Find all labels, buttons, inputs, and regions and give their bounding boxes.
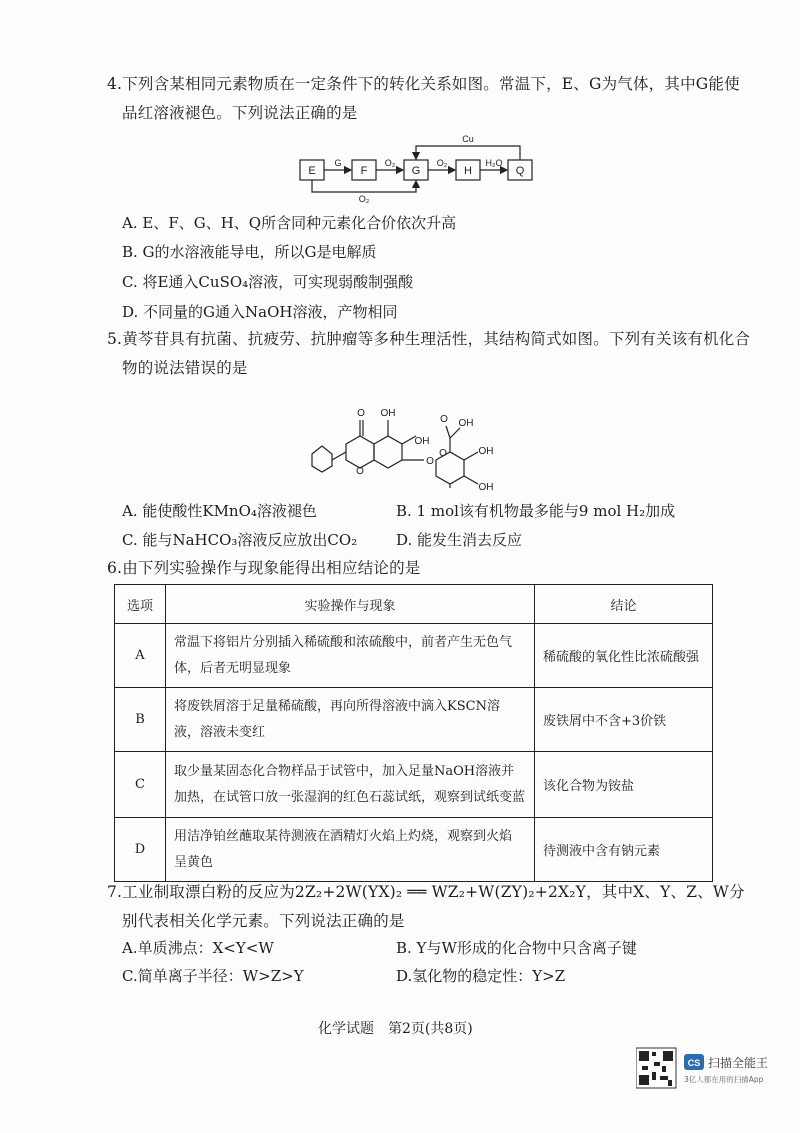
q4-option-c: C. 将E通入CuSO₄溶液，可实现弱酸制强酸 xyxy=(122,273,414,291)
q7-stem-line2: 别代表相关化学元素。下列说法正确的是 xyxy=(122,912,405,930)
q7-option-c: C.简单离子半径：W>Z>Y xyxy=(122,967,304,985)
row-operation: 将废铁屑溶于足量稀硫酸，再向所得溶液中滴入KSCN溶 液，溶液未变红 xyxy=(166,688,535,752)
q4-conversion-diagram xyxy=(290,130,550,205)
row-conclusion: 稀硫酸的氧化性比浓硫酸强 xyxy=(535,624,713,688)
mol-oh-a: OH xyxy=(478,446,494,457)
label-h-q: H₂O xyxy=(485,158,503,168)
table-row xyxy=(115,688,713,752)
page-footer: 化学试题 第2页(共8页) xyxy=(318,1021,473,1037)
q6-stem: 6.由下列实验操作与现象能得出相应结论的是 xyxy=(107,559,421,577)
q6-header-conclusion: 结论 xyxy=(535,585,713,624)
q7-option-b: B. Y与W形成的化合物中只含离子键 xyxy=(396,939,637,957)
q4-stem-line1: 4.下列含某相同元素物质在一定条件下的转化关系如图。常温下，E、G为气体，其中G能使 xyxy=(107,75,740,93)
q5-stem-line1: 5.黄芩苷具有抗菌、抗疲劳、抗肿瘤等多种生理活性，其结构简式如图。下列有关该有机化合 xyxy=(107,330,751,348)
q6-header-option: 选项 xyxy=(115,585,166,624)
row-conclusion: 该化合物为铵盐 xyxy=(535,752,713,818)
label-q-g: Cu xyxy=(462,134,474,144)
q5-option-c: C. 能与NaHCO₃溶液反应放出CO₂ xyxy=(122,531,358,549)
table-row xyxy=(115,752,713,818)
row-option: B xyxy=(115,688,166,752)
q6-header-row xyxy=(115,585,713,624)
row-option: C xyxy=(115,752,166,818)
row-conclusion: 废铁屑中不含+3价铁 xyxy=(535,688,713,752)
baicalin-structure xyxy=(300,382,540,494)
svg-text:CS: CS xyxy=(687,1058,701,1068)
mol-oh-b: OH xyxy=(478,482,494,493)
row-operation: 用洁净铂丝蘸取某待测液在酒精灯火焰上灼烧，观察到火焰 呈黄色 xyxy=(166,818,535,882)
q5-option-b: B. 1 mol该有机物最多能与9 mol H₂加成 xyxy=(396,502,676,520)
node-g: G xyxy=(411,165,421,177)
mol-acid-o: O xyxy=(440,414,448,425)
table-row xyxy=(115,818,713,882)
row-operation: 常温下将铝片分别插入稀硫酸和浓硫酸中，前者产生无色气 体，后者无明显现象 xyxy=(166,624,535,688)
q5-stem-line2: 物的说法错误的是 xyxy=(122,359,248,377)
q5-option-a: A. 能使酸性KMnO₄溶液褪色 xyxy=(122,502,317,520)
mol-ketone-o: O xyxy=(357,408,365,419)
q7-option-a: A.单质沸点：X<Y<W xyxy=(122,939,274,957)
row-operation: 取少量某固态化合物样品于试管中，加入足量NaOH溶液并 加热，在试管口放一张湿润的红色石蕊试纸，观察到试纸变蓝 xyxy=(166,752,535,818)
mol-oh-5: OH xyxy=(380,408,396,419)
brand-tagline: 3亿人都在用的扫描App xyxy=(684,1075,764,1084)
scanner-watermark xyxy=(636,1046,796,1100)
node-e: E xyxy=(308,165,316,177)
q6-header-operation: 实验操作与现象 xyxy=(166,585,535,624)
row-option: D xyxy=(115,818,166,882)
label-f-g: O₂ xyxy=(384,158,396,168)
node-f: F xyxy=(360,165,368,177)
q6-table xyxy=(114,584,713,882)
mol-sugar-o: O xyxy=(439,448,447,459)
q4-option-b: B. G的水溶液能导电，所以G是电解质 xyxy=(122,243,377,261)
q7-option-d: D.氢化物的稳定性：Y>Z xyxy=(396,967,566,985)
label-e-g: O₂ xyxy=(358,194,370,204)
brand-name: 扫描全能王 xyxy=(708,1056,769,1070)
mol-glycoside-o: O xyxy=(426,456,434,467)
mol-oh-6: OH xyxy=(414,436,430,447)
q5-option-d: D. 能发生消去反应 xyxy=(396,531,523,549)
camscanner-logo-icon xyxy=(684,1054,704,1070)
label-e-f: G xyxy=(334,158,342,168)
q4-option-d: D. 不同量的G通入NaOH溶液，产物相同 xyxy=(122,303,398,321)
qr-code-icon xyxy=(636,1048,676,1088)
mol-ring-o: O xyxy=(356,466,364,477)
row-conclusion: 待测液中含有钠元素 xyxy=(535,818,713,882)
node-q: Q xyxy=(515,165,525,177)
row-option: A xyxy=(115,624,166,688)
table-row xyxy=(115,624,713,688)
q7-stem-line1: 7.工业制取漂白粉的反应为2Z₂+2W(YX)₂ ══ WZ₂+W(ZY)₂+2X₂Y，其中X、Y、Z、W分 xyxy=(107,883,745,901)
label-g-h: O₂ xyxy=(436,158,448,168)
q4-option-a: A. E、F、G、H、Q所含同种元素化合价依次升高 xyxy=(122,214,457,232)
mol-acid-oh: OH xyxy=(458,418,474,429)
q4-stem-line2: 品红溶液褪色。下列说法正确的是 xyxy=(122,104,358,122)
node-h: H xyxy=(464,165,472,177)
